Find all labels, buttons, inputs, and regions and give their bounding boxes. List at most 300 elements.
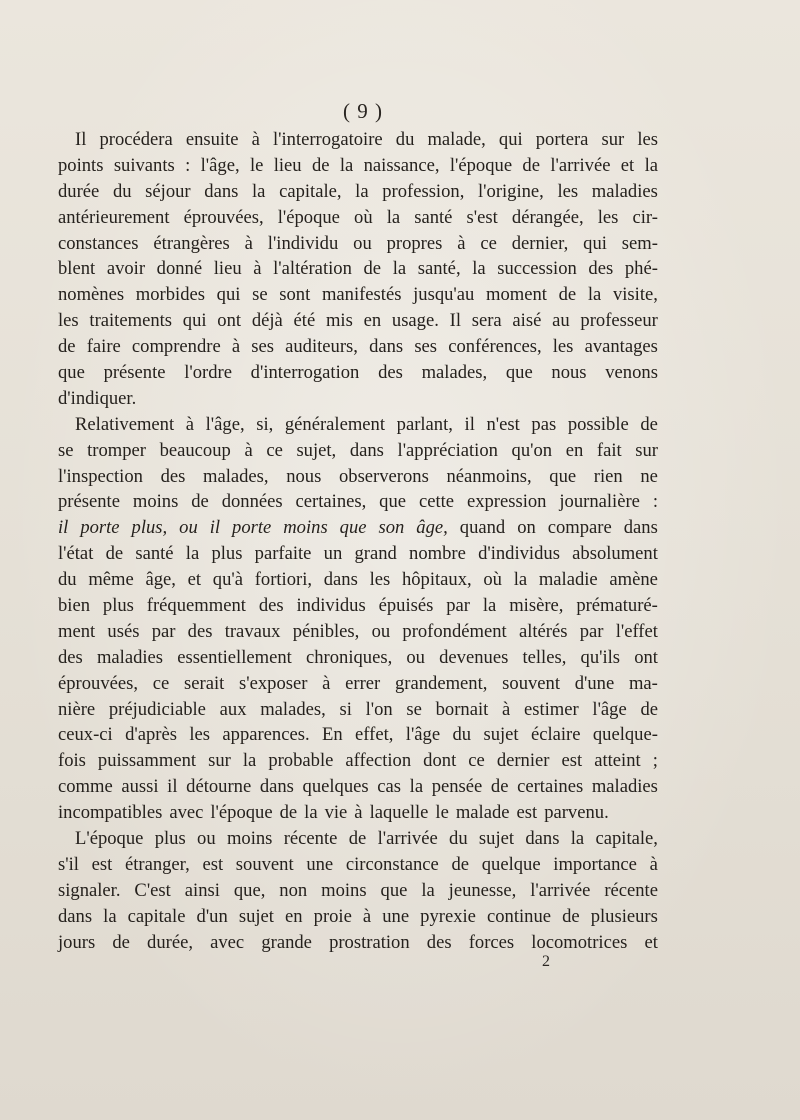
word: du [58, 569, 77, 591]
text-line [58, 231, 658, 257]
word: nous [551, 362, 587, 384]
word: affection [345, 750, 412, 772]
word: que [505, 362, 533, 384]
word: néanmoins, [446, 465, 532, 487]
word: serait [184, 672, 225, 694]
word: à [231, 336, 241, 358]
word: un [323, 543, 343, 565]
word: professeur [580, 310, 658, 332]
word: venons [605, 362, 658, 384]
word: morbides [135, 284, 205, 306]
word: errer [345, 672, 381, 694]
word: en [363, 310, 382, 332]
word: la [421, 879, 435, 901]
text-line [58, 334, 658, 360]
word: locomotrices [531, 931, 628, 953]
text-line [58, 515, 658, 541]
word: hôpitaux, [401, 569, 472, 591]
word: L'époque [75, 828, 144, 850]
word: devenues [439, 646, 509, 668]
word: de [522, 154, 540, 176]
word: qu'ils [580, 646, 621, 668]
word: dont [423, 750, 457, 772]
text-line [58, 567, 658, 593]
word: par [579, 620, 604, 642]
word: : [185, 154, 191, 176]
word: sont [279, 284, 311, 306]
word: de [311, 154, 330, 176]
word: altérés [518, 620, 568, 642]
word: Il [75, 129, 87, 150]
word: dans [58, 905, 93, 927]
word: parlant, [396, 413, 453, 435]
word: continue [487, 905, 552, 927]
word: l'individu [267, 232, 339, 254]
word: durée [58, 180, 100, 202]
word: proie [313, 905, 352, 927]
word: fois [58, 750, 86, 772]
word: à [457, 232, 466, 254]
word: ceux-ci [58, 724, 113, 746]
text-line [58, 593, 658, 619]
word: fortiori, [254, 569, 313, 591]
word: journalière [559, 491, 640, 513]
word: constances [58, 232, 139, 254]
word: étranger, [124, 853, 190, 875]
word: à [251, 129, 260, 150]
word: les [557, 180, 579, 202]
word: ont [634, 646, 658, 668]
text-line [58, 645, 658, 671]
word: où [483, 569, 502, 591]
word: le [249, 154, 264, 176]
word: les [597, 206, 619, 228]
word: l'altération [273, 258, 352, 280]
word: sujet [238, 905, 274, 927]
word: si, [256, 413, 274, 435]
word: expression [466, 491, 547, 513]
word: sujet, [296, 439, 337, 461]
word: En [322, 724, 343, 746]
word: du [452, 724, 472, 746]
word: des [58, 646, 83, 668]
word: données [221, 491, 283, 513]
word: où [354, 206, 373, 228]
word: dans [323, 569, 358, 591]
word: lieu [273, 154, 302, 176]
word: du [449, 828, 468, 850]
word: malades, [203, 465, 269, 487]
word: effet, [355, 724, 394, 746]
word: procédera [99, 129, 173, 150]
word: des [258, 595, 284, 617]
word: la [570, 828, 585, 850]
word: dans [623, 517, 658, 539]
word: prostration [329, 931, 410, 953]
word: maladies [591, 776, 658, 798]
word: pénibles, [292, 620, 360, 642]
word: aussi [121, 776, 159, 798]
word: maladie [538, 569, 598, 591]
word: l'on [365, 698, 393, 720]
word: auditeurs, [285, 336, 358, 358]
word: dans [369, 336, 404, 358]
word: d'interrogation [250, 362, 360, 384]
text-line [58, 127, 658, 153]
word: la [242, 750, 257, 772]
word: l'époque [449, 154, 513, 176]
word: rien [593, 465, 623, 487]
word: malades, [260, 698, 326, 720]
word: il [58, 517, 69, 539]
word: plus, [131, 517, 168, 539]
word: non [279, 879, 308, 901]
word: C'est [134, 879, 171, 901]
word: épuisés [378, 595, 434, 617]
text-line [58, 826, 658, 852]
text-line [58, 360, 658, 386]
body-text [58, 127, 658, 956]
word: l'inspection [58, 465, 143, 487]
word: bien [58, 595, 91, 617]
word: de [279, 802, 298, 824]
word: jusqu'au [413, 284, 475, 306]
word: l'arrivée [530, 879, 591, 901]
text-line [58, 878, 658, 904]
word: cette [418, 491, 455, 513]
word: usage. [391, 310, 439, 332]
word: ce [266, 439, 283, 461]
word: capitale, [595, 828, 658, 850]
word: généralement [284, 413, 386, 435]
word: la [644, 154, 658, 176]
word: s'est [466, 206, 498, 228]
word: ont [217, 310, 242, 332]
word: à [253, 258, 262, 280]
word: souvent [235, 853, 294, 875]
word: puissamment [97, 750, 197, 772]
word: chroniques, [305, 646, 393, 668]
word: d'individus [478, 543, 560, 565]
word: naissance, [363, 154, 440, 176]
word: tromper [87, 439, 146, 461]
word: l'arrivée [550, 154, 611, 176]
word: est [91, 853, 113, 875]
word: quelques [302, 776, 369, 798]
word: profondément [402, 620, 507, 642]
text-line [58, 464, 658, 490]
word: avantages [584, 336, 658, 358]
word: sur [635, 439, 658, 461]
word: une [382, 905, 410, 927]
word: d'une [574, 672, 615, 694]
word: à [244, 232, 253, 254]
word: déjà [251, 310, 283, 332]
word: que, [233, 879, 266, 901]
word: quelque [481, 853, 541, 875]
word: on [517, 517, 536, 539]
word: l'âge, [200, 154, 240, 176]
word: en [565, 439, 584, 461]
word: est [202, 853, 224, 875]
word: certaines [517, 776, 584, 798]
word: points [58, 154, 104, 176]
word: importance [553, 853, 637, 875]
word: pas [531, 413, 557, 435]
word: il [464, 413, 475, 435]
word: apparences. [222, 724, 310, 746]
paragraph [58, 826, 658, 955]
word: probable [268, 750, 334, 772]
word: avoir [106, 258, 146, 280]
word: du [395, 129, 415, 150]
word: phé- [624, 258, 658, 280]
word: ou [371, 620, 391, 642]
word: moins [226, 828, 273, 850]
word: faire [86, 336, 121, 358]
word: comprendre [131, 336, 221, 358]
word: pensée [431, 776, 483, 798]
word: des [426, 931, 452, 953]
word: même [88, 569, 134, 591]
word: et [620, 154, 635, 176]
word: ce [480, 232, 497, 254]
word: que [380, 879, 408, 901]
word: dans [204, 180, 239, 202]
word: ce [468, 750, 485, 772]
word: à [354, 802, 363, 824]
word: séjour [145, 180, 191, 202]
text-line [58, 489, 658, 515]
word: qu'on [511, 439, 553, 461]
word: à [244, 439, 253, 461]
word: la [185, 543, 200, 565]
word: profession, [382, 180, 465, 202]
word: jours [58, 931, 96, 953]
text-line [58, 153, 658, 179]
word: suivants [113, 154, 175, 176]
word: sur [601, 129, 625, 150]
text-line [58, 282, 658, 308]
word: de [640, 413, 658, 435]
word: au [552, 310, 570, 332]
word: parvenu. [544, 802, 609, 824]
word: visite, [612, 284, 658, 306]
word: pyrexie [420, 905, 476, 927]
word: l'époque [210, 802, 273, 824]
word: récente [283, 828, 338, 850]
word: la [409, 776, 424, 798]
word: nière [58, 698, 96, 720]
word: porte [80, 517, 120, 539]
word: aux [219, 698, 247, 720]
word: détourne [186, 776, 252, 798]
word: et [187, 569, 202, 591]
word: estimer [523, 698, 579, 720]
word: se [58, 439, 74, 461]
word: la [252, 180, 266, 202]
word: malades, [421, 362, 488, 384]
word: par [151, 620, 176, 642]
word: moins [132, 491, 179, 513]
word: la [304, 802, 318, 824]
word: l'époque [277, 206, 340, 228]
word: que [549, 465, 577, 487]
text-line [58, 722, 658, 748]
word: de [112, 931, 130, 953]
word: éprouvées, [183, 206, 264, 228]
word: la [472, 258, 486, 280]
word: dernier [496, 750, 550, 772]
word: sem- [621, 232, 658, 254]
word: qui [216, 284, 241, 306]
word: il [209, 517, 221, 539]
word: qui [182, 310, 207, 332]
word: présente [58, 491, 120, 513]
word: Relativement [75, 413, 175, 435]
word: avec [169, 802, 204, 824]
word: éclaire [530, 724, 581, 746]
text-line [58, 541, 658, 567]
word: possible [567, 413, 629, 435]
word: grand [354, 543, 397, 565]
word: l'effet [615, 620, 658, 642]
text-line [58, 179, 658, 205]
word: préjudiciable [108, 698, 206, 720]
text-line [58, 800, 658, 826]
word: de [451, 853, 470, 875]
word: de [348, 828, 367, 850]
word: quelque- [592, 724, 658, 746]
word: éprouvées, [58, 672, 139, 694]
word: ment [58, 620, 96, 642]
word: malade, [427, 129, 486, 150]
word: capitale [127, 905, 186, 927]
word: ensuite [185, 129, 239, 150]
word: le [435, 802, 449, 824]
word: en [285, 905, 303, 927]
word: des [160, 465, 186, 487]
word: les [189, 724, 211, 746]
word: à [185, 413, 195, 435]
word: se [406, 698, 422, 720]
word: grandement, [395, 672, 488, 694]
word: jeunesse, [448, 879, 517, 901]
word: durée, [147, 931, 193, 953]
word: l'âge, [205, 413, 245, 435]
word: circonstance [345, 853, 439, 875]
word: moins [321, 879, 367, 901]
word: ou [179, 517, 198, 539]
word: à [322, 672, 331, 694]
word: ou [197, 828, 216, 850]
word: traitements [89, 310, 173, 332]
word: sujet [478, 828, 515, 850]
word: est [516, 802, 538, 824]
word: ne [640, 465, 658, 487]
word: âge, [145, 569, 176, 591]
word: d'un [196, 905, 228, 927]
text-line [58, 386, 658, 412]
page-number: ( 9 ) [343, 99, 383, 123]
word: une [306, 853, 334, 875]
text-line [58, 412, 658, 438]
text-line [58, 748, 658, 774]
text-line [58, 852, 658, 878]
word: l'âge [405, 724, 441, 746]
word: ma- [628, 672, 658, 694]
word: récente [604, 879, 658, 901]
word: ou [353, 232, 372, 254]
word: propres [386, 232, 443, 254]
word: nous [286, 465, 322, 487]
word: dans [525, 828, 560, 850]
word: les [637, 129, 658, 150]
word: ce [152, 672, 170, 694]
word: conférences, [448, 336, 542, 358]
text-line [58, 671, 658, 697]
word: à [649, 853, 658, 875]
word: la [482, 595, 497, 617]
word: souvent [502, 672, 560, 694]
word: plus [154, 828, 186, 850]
word: des [378, 362, 403, 384]
word: nombre [409, 543, 466, 565]
word: parfaite [254, 543, 312, 565]
word: de [558, 284, 577, 306]
word: plus [211, 543, 243, 565]
word: certaines, [295, 491, 367, 513]
word: les [369, 569, 391, 591]
word: moins [283, 517, 328, 539]
word: de [640, 698, 658, 720]
word: la [587, 284, 602, 306]
word: été [293, 310, 316, 332]
paragraph [58, 412, 658, 826]
word: cas [377, 776, 402, 798]
word: se [252, 284, 268, 306]
word: sujet [483, 724, 519, 746]
word: lieu [213, 258, 242, 280]
text-line [58, 774, 658, 800]
word: de [363, 258, 382, 280]
word: blent [58, 258, 96, 280]
word: prématuré- [576, 595, 658, 617]
word: qui [498, 129, 523, 150]
word: ses [414, 336, 438, 358]
text-line [58, 619, 658, 645]
word: cir- [632, 206, 658, 228]
word: portera [535, 129, 589, 150]
word: que [379, 491, 407, 513]
word: ; [652, 750, 658, 772]
word: avec [210, 931, 245, 953]
word: du [112, 180, 132, 202]
word: s'exposer [239, 672, 308, 694]
word: qui [583, 232, 607, 254]
word: les [552, 336, 574, 358]
word: l'interrogatoire [272, 129, 383, 150]
word: les [58, 310, 79, 332]
word: à [502, 698, 511, 720]
word: que [339, 517, 367, 539]
word: grande [261, 931, 312, 953]
word: l'âge [592, 698, 627, 720]
word: donné [156, 258, 203, 280]
word: la [513, 569, 528, 591]
word: malade [455, 802, 510, 824]
word: à [362, 905, 372, 927]
